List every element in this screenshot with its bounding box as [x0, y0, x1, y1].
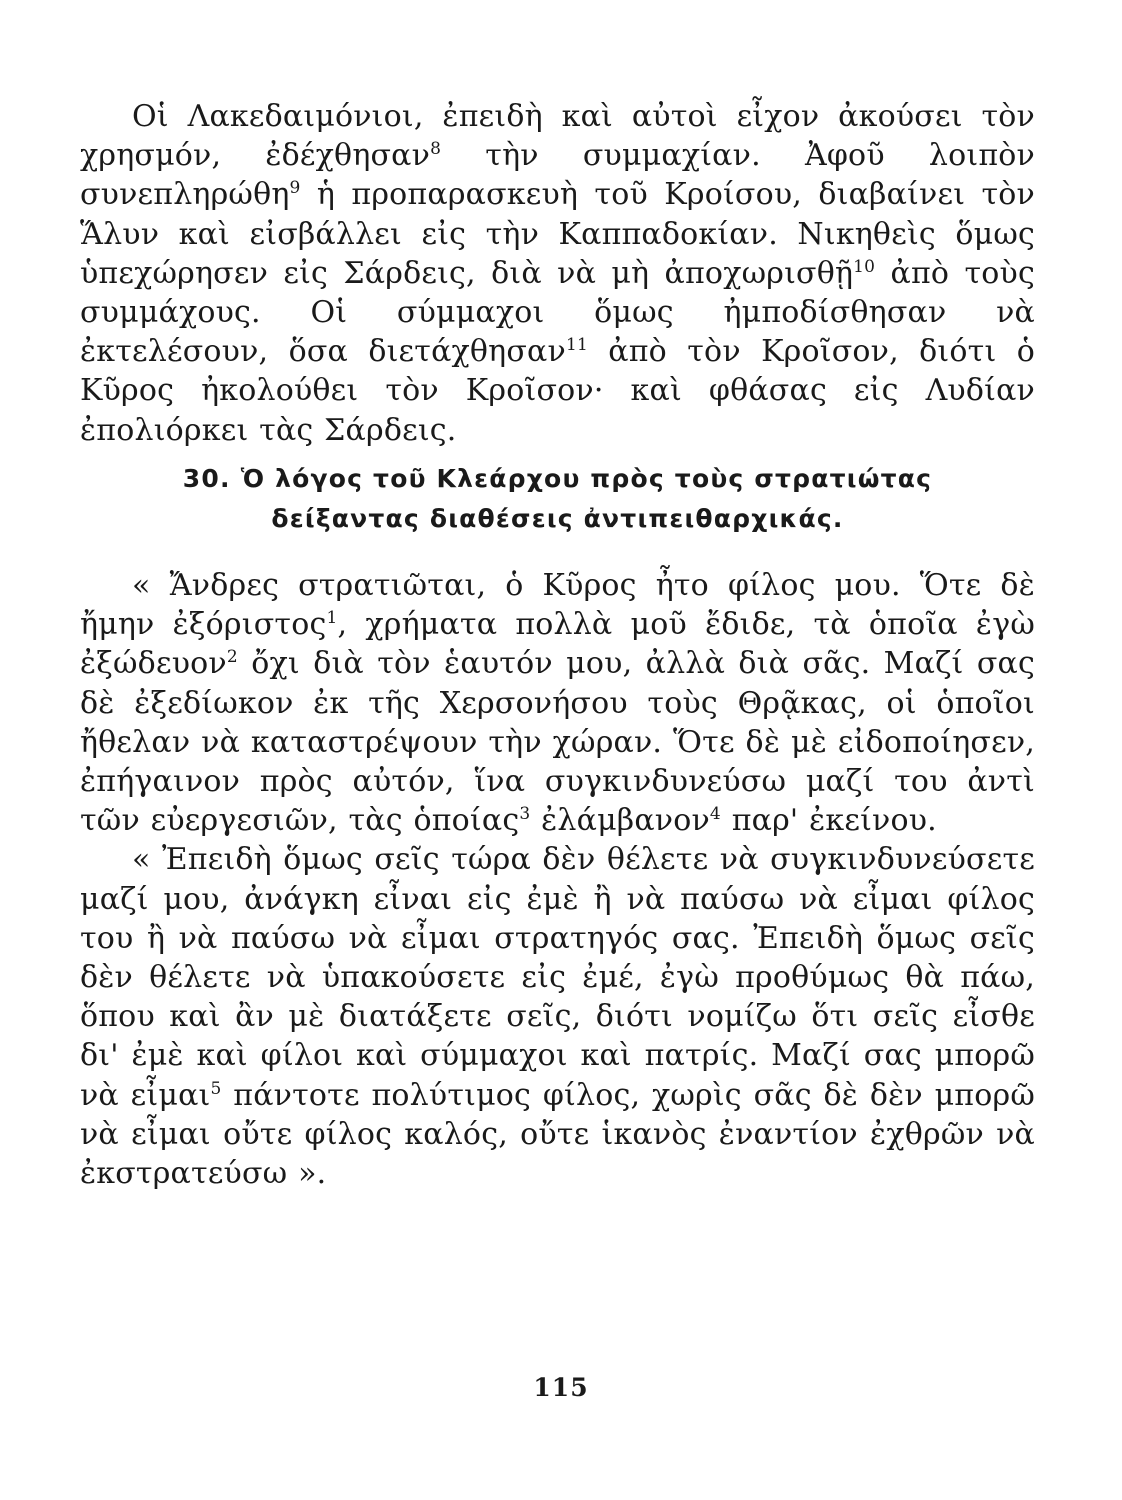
paragraph-text: ἡ προπαρασκευὴ τοῦ Κροίσου, διαβαίνει τὸν Ἅλυν καὶ εἰσβάλλει εἰς τὴν Καππαδοκίαν. Νικηθεὶς ὅμως ὑπεχώρησεν εἰς Σάρδεις, διὰ νὰ μὴ ἀποχωρισθῇ [80, 177, 1035, 291]
paragraph-text: Οἱ Λακεδαιμόνιοι, ἐπειδὴ καὶ αὐτοὶ εἶχον ἀκούσει τὸν χρησμόν, ἐδέχθησαν [80, 99, 1035, 174]
footnote-marker: 4 [709, 804, 721, 825]
footnote-marker: 1 [326, 608, 338, 629]
intro-text [80, 97, 1035, 450]
footnote-marker: 11 [565, 335, 588, 356]
section-title-line-2: δείξαντας διαθέσεις ἀντιπειθαρχικάς. [271, 504, 844, 533]
speech-text [80, 566, 1035, 1193]
section-heading-line-1 [80, 459, 1035, 499]
paragraph-text: ὄχι διὰ τὸν ἑαυτόν μου, ἀλλὰ διὰ σᾶς. Μαζί σας δὲ ἐξεδίωκον ἐκ τῆς Χερσονήσου τοὺς Θρᾷκας, οἱ ὁποῖοι ἤθελαν νὰ καταστρέψουν τὴν χώραν. Ὅτε δὲ μὲ εἰδοποίησεν, ἐπήγαινον πρὸς αὐτόν, ἵνα συγκινδυνεύσω μαζί του ἀντὶ τῶν εὐεργεσιῶν, τὰς ὁποίας [80, 646, 1035, 839]
paragraph-text: ἀπὸ τὸν Κροῖσον, διότι ὁ Κῦρος ἠκολούθει τὸν Κροῖσον· καὶ φθάσας εἰς Λυδίαν ἐπολιόρκει τὰς Σάρδεις. [80, 334, 1035, 448]
paragraph-text: « Ἐπειδὴ ὅμως σεῖς τώρα δὲν θέλετε νὰ συγκινδυνεύσετε μαζί μου, ἀνάγκη εἶναι εἰς ἐμὲ ἢ νὰ παύσω νὰ εἶμαι φίλος του ἢ νὰ παύσω νὰ εἶμαι στρατηγός σας. Ἐπειδὴ ὅμως σεῖς δὲν θέλετε νὰ ὑπακούσετε εἰς ἐμέ, ἐγὼ προθύμως θὰ πάω, ὅπου καὶ ἂν μὲ διατάξετε σεῖς, διότι νομίζω ὅτι σεῖς εἶσθε δι' ἐμὲ καὶ φίλοι καὶ σύμμαχοι καὶ πατρίς. Μαζί σας μπορῶ νὰ εἶμαι [80, 842, 1035, 1113]
paragraph-text: , χρήματα πολλὰ μοῦ ἔδιδε, τὰ ὁποῖα ἐγὼ ἐξώδευον [80, 607, 1035, 682]
speech-paragraph-1 [80, 566, 1035, 840]
paragraph-text: πάντοτε πολύτιμος φίλος, χωρὶς σᾶς δὲ δὲν μπορῶ νὰ εἶμαι οὔτε φίλος καλός, οὔτε ἱκανὸς ἐναντίον ἐχθρῶν νὰ ἐκστρατεύσω ». [80, 1077, 1035, 1192]
paragraph-text: παρ' ἐκείνου. [720, 803, 937, 839]
footnote-marker: 8 [430, 139, 442, 160]
paragraph-text: ἐλάμβανον [530, 803, 710, 839]
footnote-marker: 10 [853, 256, 876, 277]
paragraph-text: ἀπὸ τοὺς συμμάχους. Οἱ σύμμαχοι ὅμως ἠμποδίσθησαν νὰ ἐκτελέσουν, ὅσα διετάχθησαν [80, 255, 1035, 370]
section-heading [80, 459, 1035, 539]
intro-paragraph [80, 97, 1035, 450]
paragraph-text: τὴν συμμαχίαν. Ἀφοῦ λοιπὸν συνεπληρώθη [80, 138, 1035, 213]
section-number: 30. [182, 464, 231, 493]
footnote-marker: 9 [289, 178, 301, 199]
footnote-marker: 5 [210, 1078, 222, 1099]
section-title-line-1: Ὁ λόγος τοῦ Κλεάρχου πρὸς τοὺς στρατιώτας [240, 464, 933, 493]
footnote-marker: 3 [519, 804, 531, 825]
speech-paragraph-2 [80, 840, 1035, 1193]
footnote-marker: 2 [226, 647, 238, 668]
page-number: 115 [533, 1373, 589, 1402]
paragraph-text: « Ἄνδρες στρατιῶται, ὁ Κῦρος ἦτο φίλος μου. Ὅτε δὲ ἤμην ἐξόριστος [80, 568, 1035, 643]
